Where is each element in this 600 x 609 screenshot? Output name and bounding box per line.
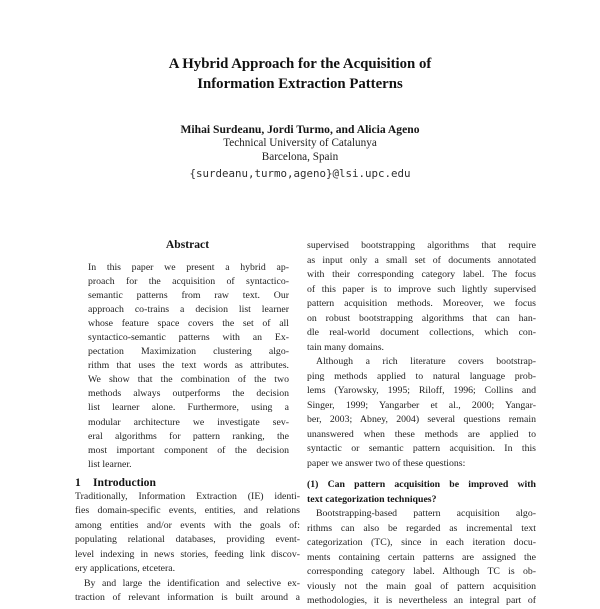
- text-line: dle real-world document collections, which con-: [307, 327, 536, 338]
- text-line: list learner alone. Furthermore, using a: [88, 402, 289, 414]
- text-line: Singer, 1999; Yangarber et al., 2000; Yangar-: [307, 399, 536, 411]
- text-line: most important component of the decision: [88, 444, 289, 456]
- text-line: pattern acquisition methods. Moreover, we focus: [307, 298, 536, 309]
- affiliation-location: Barcelona, Spain: [261, 150, 339, 163]
- text-line: unanswered when these methods are applied to: [307, 428, 536, 440]
- text-line: By and large the identification and selective ex-: [84, 577, 300, 589]
- text-line: ping methods applied to natural language prob-: [307, 370, 536, 382]
- text-line: of this paper is to improve such lightly supervised: [307, 283, 536, 295]
- text-line: as input only a small set of documents annotated: [307, 254, 536, 266]
- text-line: Although a rich literature covers bootstrap-: [316, 356, 536, 367]
- paper-title: [0, 55, 600, 94]
- right-paragraph-1: [307, 239, 536, 355]
- text-line: list learner.: [88, 458, 132, 470]
- text-line: paper we answer two of these questions:: [307, 457, 466, 469]
- author-names: Mihai Surdeanu, Jordi Turmo, and Alicia Ageno: [180, 123, 420, 136]
- text-line: ments containing certain patterns are assigned the: [307, 551, 536, 563]
- text-line: whose feature space covers the set of all: [88, 318, 289, 330]
- paper-title-line-2: Information Extraction Patterns: [197, 75, 403, 92]
- text-line: semantic patterns from raw text. Our: [88, 290, 289, 302]
- right-column: [307, 239, 536, 609]
- text-line: rithm that uses the text words as attributes.: [88, 360, 289, 372]
- text-line: on robust bootstrapping algorithms that can han-: [307, 312, 536, 324]
- abstract-text: [75, 261, 300, 472]
- text-line: syntactico-semantic patterns with an Ex-: [88, 332, 289, 344]
- text-line: methodologies, it is nevertheless an integral part of: [307, 595, 536, 606]
- question-1-heading: [307, 478, 536, 507]
- right-paragraph-3: [307, 507, 536, 609]
- text-line: level indexing in news stories, feeding link discov-: [75, 548, 300, 560]
- affiliation: Technical University of Catalunya: [223, 137, 377, 149]
- text-line: modular architecture we investigate sev-: [88, 416, 289, 428]
- section-title: Introduction: [93, 475, 156, 489]
- text-line: We show that the combination of the two: [88, 374, 289, 386]
- paper-title-line-1: A Hybrid Approach for the Acquisition of: [168, 56, 432, 72]
- text-line: among entities and/or events with the goals of:: [75, 519, 300, 531]
- text-line: proach for the acquisition of syntactico-: [88, 276, 289, 288]
- text-line: fies domain-specific events, entities, and relations: [75, 505, 300, 517]
- text-line: In this paper we present a hybrid ap-: [88, 262, 289, 273]
- paper-header: [0, 55, 600, 180]
- intro-paragraph-2: [75, 577, 300, 606]
- section-number: 1: [75, 475, 81, 489]
- text-line: tain many domains.: [307, 341, 385, 353]
- text-line: Traditionally, Information Extraction (IE) identi-: [75, 490, 300, 502]
- text-line: approach co-trains a decision list learner: [88, 304, 289, 316]
- section-heading-introduction: [75, 475, 300, 490]
- text-line: syntactic or semantic pattern acquisition. In this: [307, 443, 536, 454]
- text-line: lems (Yarowsky, 1995; Riloff, 1996; Collins and: [307, 385, 536, 396]
- text-line: rithms can also be regarded as incremental text: [307, 522, 536, 534]
- text-line: with their corresponding category label. The focus: [307, 269, 536, 280]
- text-line: viously not the main goal of pattern acquisition: [307, 580, 536, 592]
- intro-paragraph-1: [75, 490, 300, 577]
- text-line: categorization (TC), since in each iteration docu-: [307, 537, 536, 548]
- text-line: corresponding category label. Although TC is ob-: [307, 566, 536, 577]
- text-line: methods always outperforms the decision: [88, 388, 289, 400]
- text-line: ery applications, etcetera.: [75, 563, 176, 575]
- text-line: text categorization techniques?: [307, 493, 437, 505]
- text-line: supervised bootstrapping algorithms that require: [307, 240, 536, 251]
- text-line: traction of relevant information is built around a: [75, 592, 300, 604]
- text-line: (1) Can pattern acquisition be improved with: [307, 479, 536, 490]
- text-line: Bootstrapping-based pattern acquisition algo-: [316, 508, 536, 519]
- right-paragraph-2: [307, 355, 536, 471]
- left-column: [75, 237, 300, 606]
- abstract-heading: Abstract: [165, 238, 210, 251]
- text-line: ber, 2003; Abney, 2004) several questions remain: [307, 414, 536, 425]
- author-email: {surdeanu,turmo,ageno}@lsi.upc.edu: [189, 166, 411, 180]
- text-line: pectation Maximization clustering algo-: [88, 346, 289, 358]
- text-line: eral algorithms for pattern ranking, the: [88, 430, 289, 442]
- text-line: populating relational databases, providing event-: [75, 534, 300, 546]
